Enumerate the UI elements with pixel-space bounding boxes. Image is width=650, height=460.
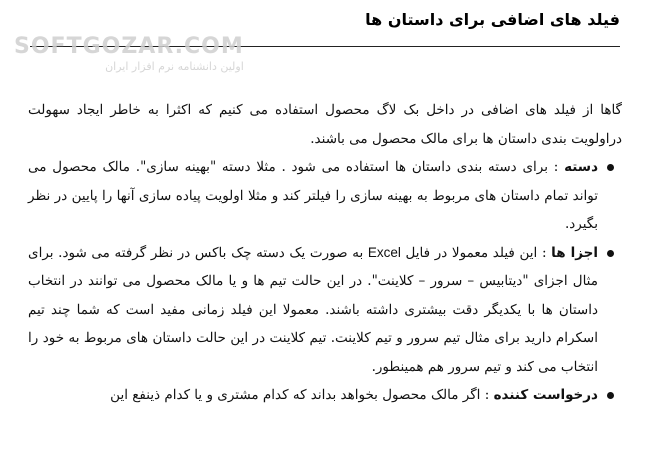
intro-paragraph: گاها از فیلد های اضافی در داخل بک لاگ محصول استفاده می کنیم که اکثرا به خاطر ایجاد سهولت دراولویت بندی داستان ها برای مالک محصول می باشند. [28, 102, 622, 147]
list-item-components [28, 239, 622, 382]
item-separator: : [480, 387, 494, 403]
item-text: برای دسته بندی داستان ها استفاده می شود . مثلا دسته "بهینه سازی". مالک محصول می تواند تمام داستان های مربوط به بهینه سازی را فیلتر کند و مثلا اولویت پیاده سازی آنها را پایین در نظر بگیرد. [28, 159, 598, 232]
item-text: به صورت یک دسته چک باکس در نظر گرفته می شود. برای مثال اجزای "دیتابیس – سرور – کلاینت". در این حالت تیم ها و یا مالک محصول می توانند در انتخاب داستان ها با یکدیگر دقت بیشتری داشته باشند. معمولا این فیلد زمانی مفید است که شما چند تیم اسکرام دارید برای مثال تیم سرور و تیم کلاینت. تیم کلاینت در این حالت داستان های مربوط به خود را انتخاب می کند و تیم سرور هم همینطور. [28, 244, 598, 375]
item-separator: : [547, 159, 565, 175]
bullet-icon [607, 250, 614, 257]
watermark-tagline: اولین دانشنامه نرم افزار ایران [105, 60, 244, 73]
bullet-icon [607, 164, 614, 171]
fields-list [28, 153, 622, 410]
item-term: دسته [564, 159, 598, 175]
document-body [28, 96, 622, 410]
item-text: این فیلد معمولا در فایل [400, 244, 538, 261]
item-term: درخواست کننده [493, 387, 598, 403]
item-separator: : [537, 244, 552, 261]
item-term: اجزا ها [551, 244, 599, 261]
item-latin-word: Excel [367, 244, 401, 260]
watermark-brand: SOFTGOZAR.COM [14, 34, 244, 59]
section-heading: فیلد های اضافی برای داستان ها [365, 10, 620, 29]
item-text: اگر مالک محصول بخواهد بداند که کدام مشتری و یا کدام ذینفع این [110, 387, 481, 403]
watermark [14, 36, 244, 72]
list-item-category [28, 153, 622, 239]
bullet-icon [607, 392, 614, 399]
list-item-requester [28, 381, 622, 410]
